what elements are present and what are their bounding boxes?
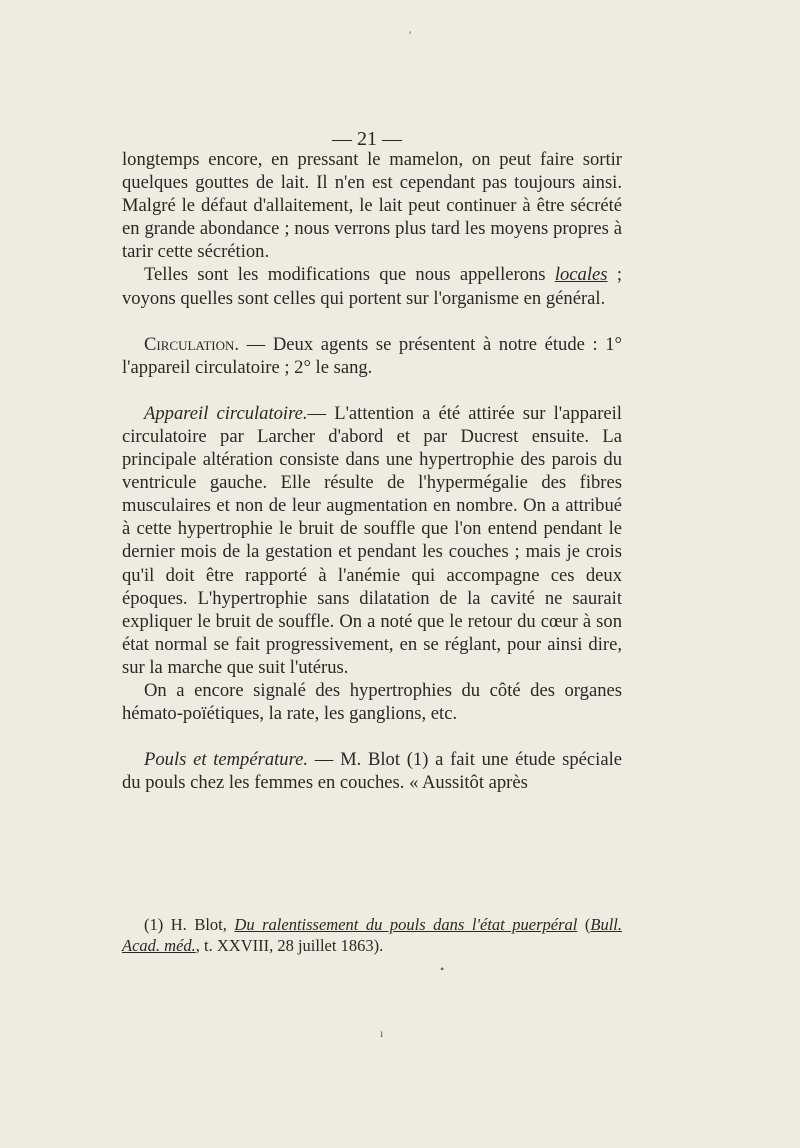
paragraph-appareil-circulatoire (122, 402, 622, 679)
footnote-area (122, 914, 622, 956)
emphasis-locales: locales (554, 264, 608, 286)
paper-speck-icon: ′ (409, 28, 412, 42)
paragraph-text: ; voyons quelles sont celles qui portent sur l'organisme en général. (122, 264, 622, 309)
body-text (122, 148, 622, 794)
section-heading-pouls: Pouls et température. (144, 749, 309, 771)
footnote-title: Du ralentissement du pouls dans l'état puerpéral (234, 915, 578, 934)
footnote-text: ( (577, 915, 591, 934)
footnote-1 (122, 914, 622, 956)
paragraph-text: — M. Blot (1) a fait une étude spéciale du pouls chez les femmes en couches. « Aussitôt après (122, 749, 622, 794)
paragraph-text: — L'attention a été attirée sur l'appareil circulatoire par Larcher d'abord et par Ducrest ensuite. La principale altération consiste dans une hypertrophie des parois du ventricule gauche. Elle résulte de l'hypermégalie des fibres musculaires et non de leur augmentation en nombre. On a attribué à cette hypertrophie le bruit de souffle que l'on entend pendant le dernier mois de la gestation et pendant les couches ; mais je crois qu'il doit être rapporté à l'anémie qui accompagne ces deux époques. L'hypertrophie sans dilatation de la cavité ne saurait expliquer le bruit de souffle. On a noté que le retour du cœur à son état normal se fait progressivement, en se réglant, pour ainsi dire, sur la marche que suit l'utérus. (122, 402, 622, 678)
paragraph-text: — Deux agents se présentent à notre étude : 1° l'appareil circulatoire ; 2° le sang. (122, 333, 622, 378)
section-heading-circulation: Circulation. (144, 333, 240, 355)
paragraph-text: Telles sont les modifications que nous appellerons (144, 264, 555, 286)
paragraph-hematopoietic: On a encore signalé des hypertrophies du côté des organes hémato-poïétiques, la rate, les ganglions, etc. (122, 679, 622, 725)
paragraph-lactation: longtemps encore, en pressant le mamelon, on peut faire sortir quelques gouttes de lait. Il n'en est cependant pas toujours ainsi. Malgré le défaut d'allaitement, le lait peut continuer à être sécrété en grande abondance ; nous verrons plus tard les moyens propres à tarir cette sécrétion. (122, 149, 622, 263)
footnote-journal: Bull. Acad. méd. (122, 915, 622, 955)
paper-speck-icon: ı (380, 1026, 384, 1040)
paper-speck-icon: • (440, 962, 445, 976)
paragraph-circulation (122, 333, 622, 379)
section-heading-appareil: Appareil circulatoire. (144, 402, 308, 424)
footnote-marker: (1) H. Blot, (144, 915, 235, 934)
paragraph-local-modifications (122, 263, 622, 309)
footnote-text: , t. XXVIII, 28 juillet 1863). (195, 936, 384, 955)
page-number: — 21 — (332, 128, 402, 150)
paragraph-pouls (122, 748, 622, 794)
